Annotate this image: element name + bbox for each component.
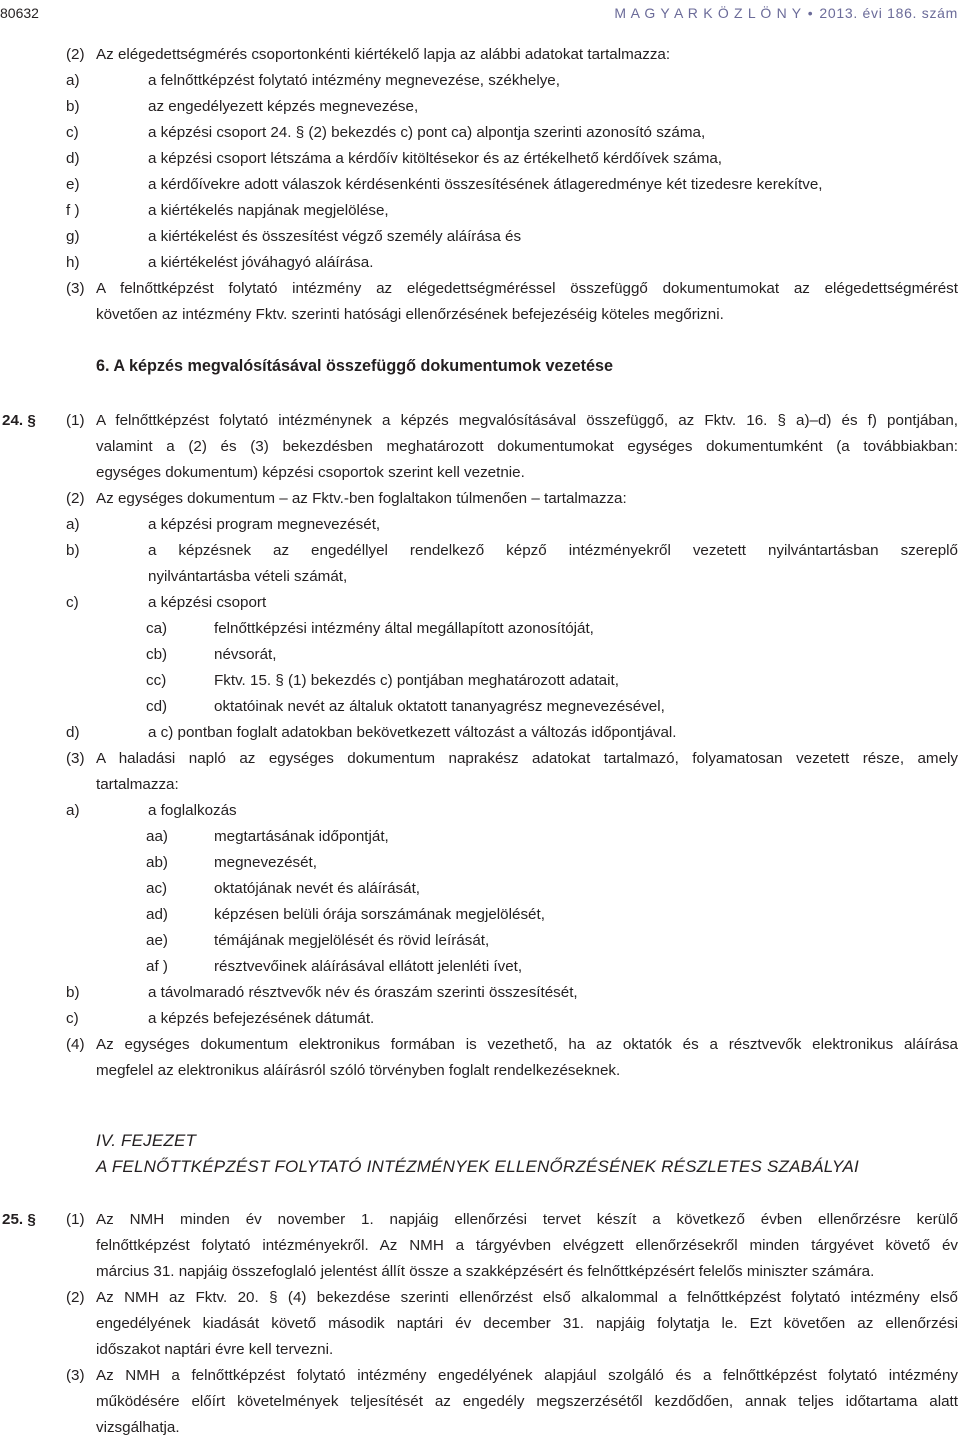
list-item: a foglalkozás	[148, 802, 237, 819]
item-letter: a)	[66, 802, 80, 819]
journal-title: M A G Y A R K Ö Z L Ö N Y	[614, 5, 802, 21]
subitem-letter: aa)	[146, 828, 168, 845]
item-letter: d)	[66, 724, 80, 741]
list-item: a képzési csoport létszáma a kérdőív kitöltésekor és az értékelhető kérdőívek száma,	[148, 150, 723, 167]
paragraph-number: (3)	[66, 1367, 85, 1384]
paragraph-text: időszakot naptári évre kell tervezni.	[96, 1341, 334, 1358]
subitem-letter: af )	[146, 958, 168, 975]
list-item: a képzésnek az engedéllyel rendelkező képző intézményekről vezetett nyilvántartásban szereplő	[148, 542, 958, 559]
issue-number: 2013. évi 186. szám	[819, 5, 958, 21]
item-letter: e)	[66, 176, 80, 193]
page-header	[0, 2, 960, 24]
subitem-letter: ad)	[146, 906, 168, 923]
subitem-letter: cc)	[146, 672, 167, 689]
list-item: a képzési csoport	[148, 594, 267, 611]
chapter-heading	[0, 1128, 960, 1180]
item-letter: f )	[66, 202, 80, 219]
list-item: nyilvántartásba vételi számát,	[148, 568, 348, 585]
item-letter: c)	[66, 594, 79, 611]
chapter-number: IV. FEJEZET	[96, 1131, 197, 1150]
page-number: 80632	[0, 5, 39, 21]
item-letter: d)	[66, 150, 80, 167]
sub-item: oktatójának nevét és aláírását,	[214, 880, 421, 897]
subitem-letter: ae)	[146, 932, 168, 949]
paragraph-text: megfelel az elektronikus aláírásról szóló törvényben foglalt rendelkezéseknek.	[96, 1062, 621, 1079]
section-heading	[0, 353, 960, 379]
paragraph-text: vizsgálhatja.	[96, 1419, 180, 1436]
list-item: a képzési csoport 24. § (2) bekezdés c) pont ca) alpontja szerinti azonosító száma,	[148, 124, 706, 141]
paragraph-number: (3)	[66, 280, 85, 297]
paragraph-text: engedélyének kiadását követő második naptári év december 31. napjáig folytatja le. Ezt követően az ellenőrzési	[96, 1315, 958, 1332]
item-letter: a)	[66, 516, 80, 533]
list-item: a távolmaradó résztvevők név és óraszám szerinti összesítését,	[148, 984, 578, 1001]
section-number: 24. §	[2, 412, 36, 429]
paragraph-text: A felnőttképzést folytató intézménynek a képzés megvalósításával összefüggő, az Fktv. 16. § a)–d) és f) pontjában,	[96, 412, 958, 429]
sub-item: megtartásának időpontját,	[214, 828, 389, 845]
item-letter: c)	[66, 124, 79, 141]
item-letter: h)	[66, 254, 80, 271]
item-letter: c)	[66, 1010, 79, 1027]
item-letter: b)	[66, 98, 80, 115]
list-item: a felnőttképzést folytató intézmény megnevezése, székhelye,	[148, 72, 560, 89]
paragraph-text: felnőttképzést folytató intézményekről. Az NMH a tárgyévben elvégzett ellenőrzésekről minden tárgyévet követő év	[96, 1237, 958, 1254]
section-number: 25. §	[2, 1211, 36, 1228]
list-item: a képzési program megnevezését,	[148, 516, 381, 533]
sub-item: Fktv. 15. § (1) bekezdés c) pontjában meghatározott adatait,	[214, 672, 619, 689]
paragraph-intro: Az egységes dokumentum – az Fktv.-ben foglaltakon túlmenően – tartalmazza:	[96, 490, 627, 507]
subitem-letter: ac)	[146, 880, 168, 897]
paragraph-text: valamint a (2) és (3) bekezdésben meghatározott dokumentumokat egységes dokumentumként (a továbbiakban:	[96, 438, 958, 455]
paragraph-number: (1)	[66, 412, 85, 429]
paragraph-number: (1)	[66, 1211, 85, 1228]
paragraph-text: Az NMH a felnőttképzést folytató intézmény engedélyének alapjául szolgáló és a felnőttképzést folytató intézmény	[96, 1367, 958, 1384]
paragraph-number: (2)	[66, 46, 85, 63]
paragraph-text: egységes dokumentum) képzési csoportok szerint kell vezetnie.	[96, 464, 525, 481]
sub-item: témájának megjelölését és rövid leírását,	[214, 932, 490, 949]
paragraph-text: követően az intézmény Fktv. szerinti hatósági ellenőrzésének befejezéséig köteles megőrizni.	[96, 306, 724, 323]
paragraph-number: (2)	[66, 1289, 85, 1306]
paragraph-text: A haladási napló az egységes dokumentum naprakész adatokat tartalmazó, folyamatosan vezetett része, amely	[96, 750, 958, 767]
paragraph-text: tartalmazza:	[96, 776, 179, 793]
paragraph-text: működésére előírt követelmények teljesítését az engedély megszerzésétől kezdődően, annak teljes időtartama alatt	[96, 1393, 958, 1410]
list-item: a képzés befejezésének dátumát.	[148, 1010, 375, 1027]
item-letter: a)	[66, 72, 80, 89]
paragraph-number: (2)	[66, 490, 85, 507]
item-letter: b)	[66, 984, 80, 1001]
section-title: 6. A képzés megvalósításával összefüggő dokumentumok vezetése	[96, 357, 613, 375]
sub-item: résztvevőinek aláírásával ellátott jelenléti ívet,	[214, 958, 523, 975]
section-24	[0, 408, 960, 1084]
subitem-letter: ca)	[146, 620, 168, 637]
chapter-title: A FELNŐTTKÉPZÉST FOLYTATÓ INTÉZMÉNYEK ELLENŐRZÉSÉNEK RÉSZLETES SZABÁLYAI	[96, 1157, 859, 1176]
list-item: a kiértékelést jóváhagyó aláírása.	[148, 254, 374, 271]
section-25	[0, 1207, 960, 1441]
paragraph-23-2	[0, 42, 960, 328]
list-item: a kiértékelést és összesítést végző személy aláírása és	[148, 228, 522, 245]
sub-item: megnevezését,	[214, 854, 317, 871]
list-item: a kérdőívekre adott válaszok kérdésenkénti összesítésének átlageredménye két tizedesre kerekítve,	[148, 176, 823, 193]
paragraph-text: Az NMH az Fktv. 20. § (4) bekezdése szerinti ellenőrzést első alkalommal a felnőttképzést folytató intézmény első	[96, 1289, 958, 1306]
paragraph-number: (4)	[66, 1036, 85, 1053]
sub-item: képzésen belüli órája sorszámának megjelölését,	[214, 906, 545, 923]
sub-item: felnőttképzési intézmény által megállapított azonosítóját,	[214, 620, 594, 637]
paragraph-text: Az egységes dokumentum elektronikus formában is vezethető, ha az oktatók és a résztvevők elektronikus aláírása	[96, 1036, 958, 1053]
subitem-letter: ab)	[146, 854, 168, 871]
subitem-letter: cd)	[146, 698, 168, 715]
paragraph-text: március 31. napjáig összefoglaló jelentést állít össze a szakképzésért és felnőttképzésért felelős miniszter számára.	[96, 1263, 875, 1280]
paragraph-text: A felnőttképzést folytató intézmény az elégedettségméréssel összefüggő dokumentumokat az elégedettségmérést	[96, 280, 958, 297]
paragraph-number: (3)	[66, 750, 85, 767]
list-item: a c) pontban foglalt adatokban bekövetkezett változást a változás időpontjával.	[148, 724, 677, 741]
journal-info: M A G Y A R K Ö Z L Ö N Y • 2013. évi 186. szám	[614, 5, 958, 21]
paragraph-text: Az NMH minden év november 1. napjáig ellenőrzési tervet készít a következő évben ellenőrzésre kerülő	[96, 1211, 958, 1228]
item-letter: b)	[66, 542, 80, 559]
sub-item: névsorát,	[214, 646, 277, 663]
subitem-letter: cb)	[146, 646, 168, 663]
sub-item: oktatóinak nevét az általuk oktatott tananyagrész megnevezésével,	[214, 698, 665, 715]
list-item: a kiértékelés napjának megjelölése,	[148, 202, 389, 219]
paragraph-intro: Az elégedettségmérés csoportonkénti kiértékelő lapja az alábbi adatokat tartalmazza:	[96, 46, 671, 63]
list-item: az engedélyezett képzés megnevezése,	[148, 98, 419, 115]
item-letter: g)	[66, 228, 80, 245]
